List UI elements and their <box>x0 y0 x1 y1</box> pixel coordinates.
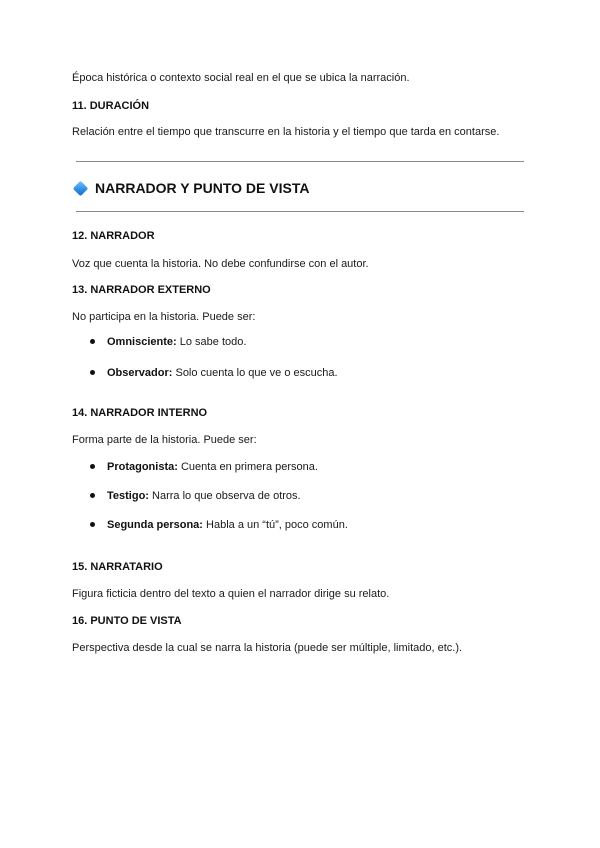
paragraph-narrador-interno: Forma parte de la historia. Puede ser: <box>72 434 257 446</box>
section-heading <box>72 179 309 197</box>
list-item-desc: Cuenta en primera persona. <box>177 461 318 473</box>
bullet-icon <box>90 464 95 469</box>
paragraph-duracion: Relación entre el tiempo que transcurre en la historia y el tiempo que tarda en contarse. <box>72 126 500 138</box>
section-title: NARRADOR Y PUNTO DE VISTA <box>95 180 310 196</box>
heading-narrador: 12. NARRADOR <box>72 230 155 242</box>
list-item <box>90 518 348 532</box>
list-item-term: Observador: <box>107 367 173 379</box>
bullet-icon <box>90 370 95 375</box>
paragraph-punto-de-vista: Perspectiva desde la cual se narra la historia (puede ser múltiple, limitado, etc.). <box>72 642 463 654</box>
list-item <box>90 366 338 380</box>
heading-narrador-interno: 14. NARRADOR INTERNO <box>72 407 208 419</box>
list-item-desc: Habla a un “tú”, poco común. <box>202 519 348 531</box>
divider-bottom <box>76 211 524 212</box>
bullet-icon <box>90 493 95 498</box>
heading-duracion: 11. DURACIÓN <box>72 100 150 112</box>
list-item <box>90 489 301 503</box>
intro-paragraph: Época histórica o contexto social real en el que se ubica la narración. <box>72 72 410 84</box>
list-item <box>90 460 318 474</box>
list-item-desc: Solo cuenta lo que ve o escucha. <box>172 367 338 379</box>
list-item-term: Protagonista: <box>107 461 178 473</box>
bullet-icon <box>90 339 95 344</box>
paragraph-narrador: Voz que cuenta la historia. No debe confundirse con el autor. <box>72 258 369 270</box>
blue-diamond-icon <box>73 180 89 196</box>
heading-punto-de-vista: 16. PUNTO DE VISTA <box>72 615 182 627</box>
list-item-term: Testigo: <box>107 490 149 502</box>
divider-top <box>76 161 524 162</box>
list-item-term: Omnisciente: <box>107 336 177 348</box>
list-item-desc: Narra lo que observa de otros. <box>148 490 301 502</box>
paragraph-narratario: Figura ficticia dentro del texto a quien el narrador dirige su relato. <box>72 588 390 600</box>
list-item <box>90 335 246 349</box>
list-item-desc: Lo sabe todo. <box>176 336 247 348</box>
bullet-icon <box>90 522 95 527</box>
heading-narratario: 15. NARRATARIO <box>72 561 163 573</box>
list-item-term: Segunda persona: <box>107 519 203 531</box>
heading-narrador-externo: 13. NARRADOR EXTERNO <box>72 284 211 296</box>
paragraph-narrador-externo: No participa en la historia. Puede ser: <box>72 311 256 323</box>
